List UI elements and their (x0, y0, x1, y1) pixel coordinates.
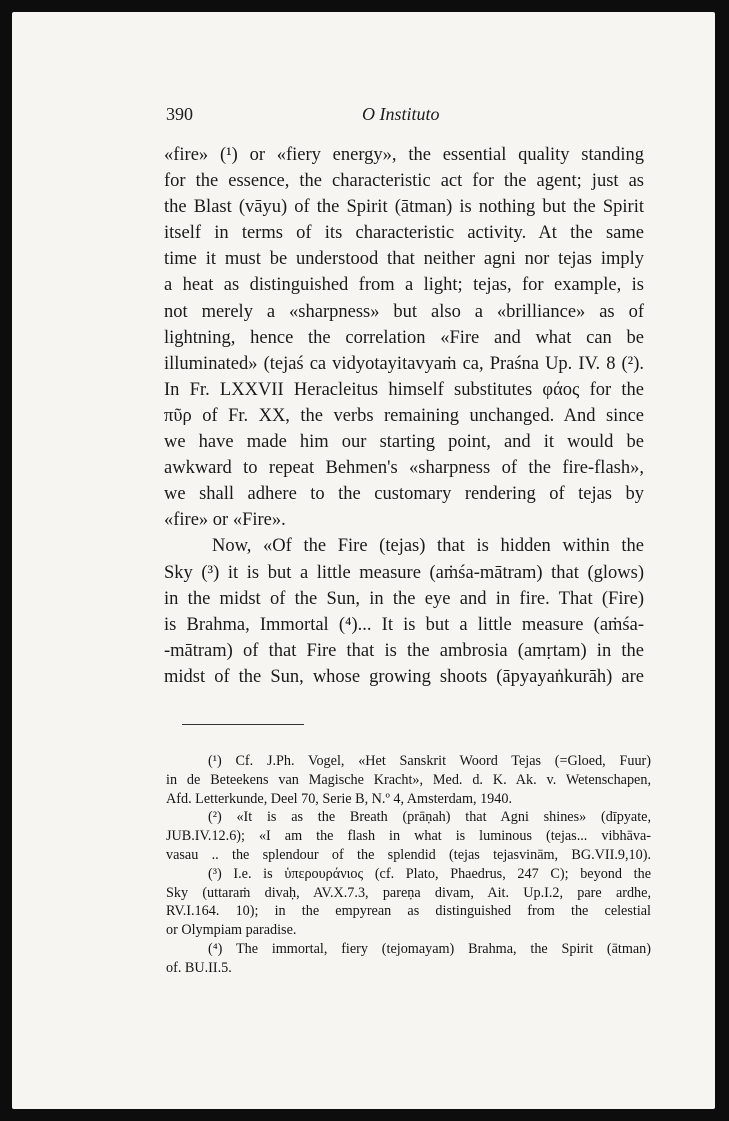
body-line: Sky (³) it is but a little measure (aṁśa-mātram) that (glows) (164, 562, 644, 583)
body-line: is Brahma, Immortal (⁴)... It is but a little measure (aṁśa- (164, 614, 644, 635)
footnote-line: or Olympiam paradise. (166, 922, 297, 939)
body-line: -mātram) of that Fire that is the ambrosia (amṛtam) in the (164, 640, 644, 661)
body-line: in the midst of the Sun, in the eye and in fire. That (Fire) (164, 588, 644, 609)
body-line: we shall adhere to the customary rendering of tejas by (164, 484, 644, 505)
body-line: a heat as distinguished from a light; tejas, for example, is (164, 275, 644, 296)
body-line: illuminated» (tejaś ca vidyotayitavyaṁ ca, Praśna Up. IV. 8 (²). (164, 353, 644, 374)
body-line: lightning, hence the correlation «Fire and what can be (164, 327, 644, 348)
body-text (164, 142, 644, 690)
footnote-line: vasau .. the splendour of the splendid (tejas tejasvinām, BG.VII.9,10). (166, 846, 651, 863)
body-line: not merely a «sharpness» but also a «brilliance» as of (164, 301, 644, 322)
body-line: time it must be understood that neither agni nor tejas imply (164, 249, 644, 270)
body-line: midst of the Sun, whose growing shoots (āpyayaṅkurāh) are (164, 666, 644, 687)
footnotes (166, 752, 651, 978)
footnote-line: (³) I.e. is ὑπερουράνιος (cf. Plato, Phaedrus, 247 C); beyond the (208, 865, 651, 882)
footnote-divider (182, 724, 304, 725)
body-line: Now, «Of the Fire (tejas) that is hidden within the (212, 536, 644, 557)
footnote-line: JUB.IV.12.6); «I am the flash in what is luminous (tejas... vibhāva- (166, 828, 651, 845)
body-line: In Fr. LXXVII Heracleitus himself substitutes φάος for the (164, 379, 644, 400)
footnote-line: (¹) Cf. J.Ph. Vogel, «Het Sanskrit Woord Tejas (=Gloed, Fuur) (208, 753, 651, 769)
body-line: itself in terms of its characteristic activity. At the same (164, 223, 644, 244)
body-line: we have made him our starting point, and it would be (164, 432, 644, 453)
footnote-line: Sky (uttaraṁ divaḥ, AV.X.7.3, pareṇa divam, Ait. Up.I.2, pare ardhe, (166, 884, 651, 901)
book-page (12, 12, 715, 1109)
footnote-line: (⁴) The immortal, fiery (tejomayam) Brahma, the Spirit (ātman) (208, 940, 651, 957)
footnote-line: of. BU.II.5. (166, 959, 232, 976)
body-line: πῦρ of Fr. XX, the verbs remaining unchanged. And since (164, 405, 644, 426)
body-line: «fire» (¹) or «fiery energy», the essential quality standing (164, 145, 644, 165)
body-line: for the essence, the characteristic act for the agent; just as (164, 171, 644, 192)
body-line: awkward to repeat Behmen's «sharpness of the fire-flash», (164, 458, 644, 479)
page-number: 390 (166, 104, 193, 124)
running-title: O Instituto (362, 104, 440, 124)
footnote-line: RV.I.164. 10); in the empyrean as distinguished from the celestial (166, 903, 651, 920)
body-line: «fire» or «Fire». (164, 510, 286, 531)
body-line: the Blast (vāyu) of the Spirit (ātman) is nothing but the Spirit (164, 197, 644, 218)
footnote-line: Afd. Letterkunde, Deel 70, Serie B, N.º 4, Amsterdam, 1940. (166, 790, 513, 807)
footnote-line: in de Beteekens van Magische Kracht», Med. d. K. Ak. v. Wetenschapen, (166, 771, 651, 788)
footnote-line: (²) «It is as the Breath (prāṇah) that Agni shines» (dīpyate, (208, 809, 651, 826)
